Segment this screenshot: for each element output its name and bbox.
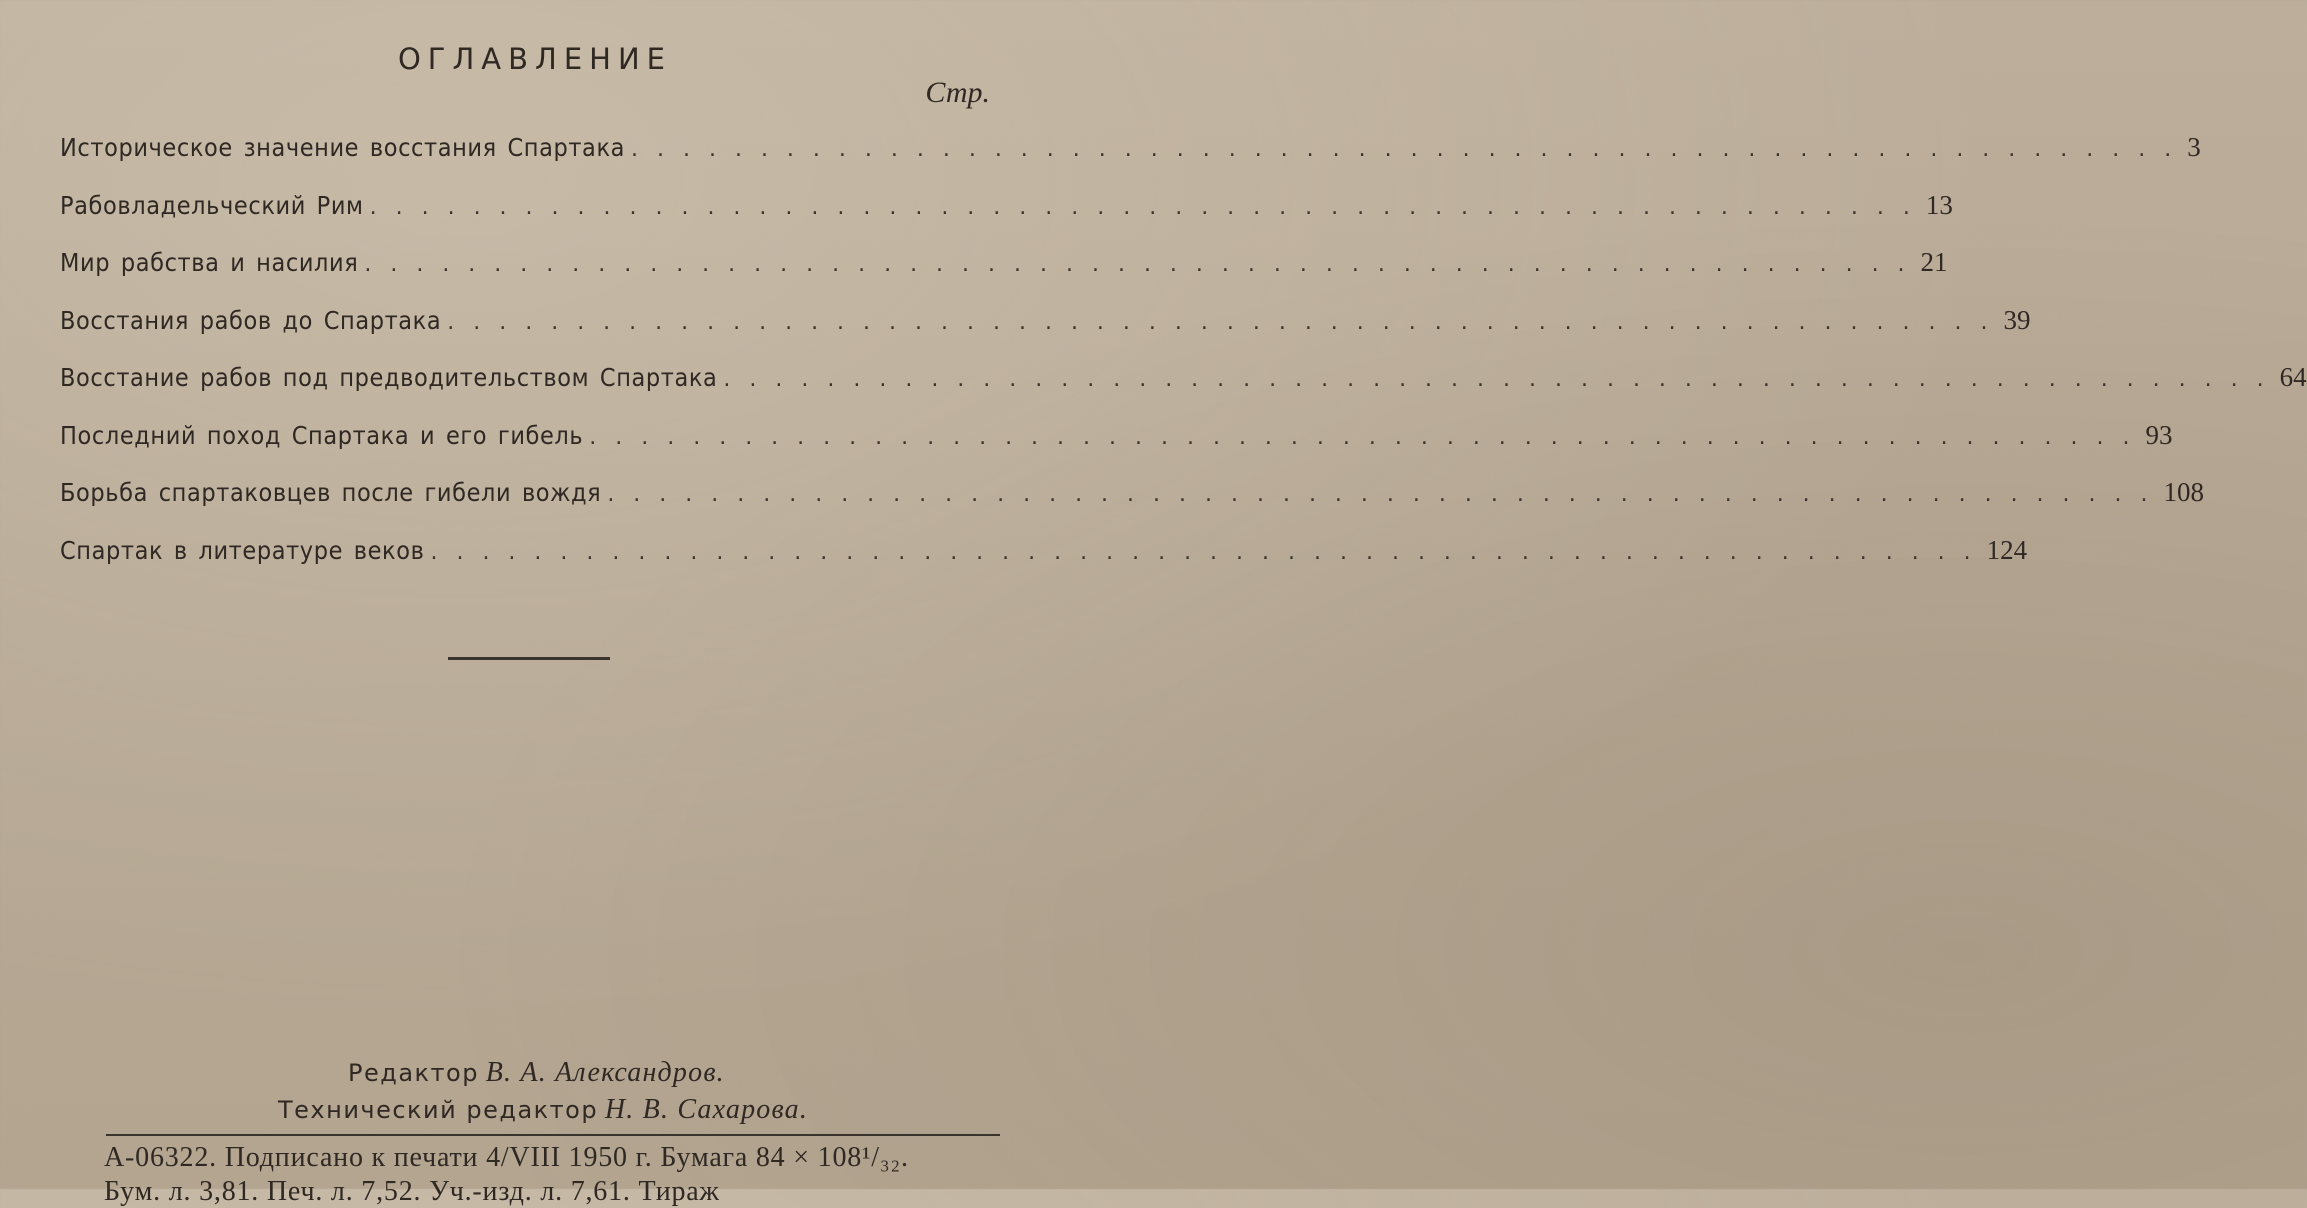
dot-leader: . . . . . . . . . . . . . . . . . . . . . . . . . . . . . . . . . . . . . . . . . . . . . . . . . . . . . . . . . . . . bbox=[607, 482, 2154, 507]
dot-leader: . . . . . . . . . . . . . . . . . . . . . . . . . . . . . . . . . . . . . . . . . . . . . . . . . . . . . . . . . . . . bbox=[369, 194, 1916, 220]
tech-editor-credit bbox=[278, 1094, 808, 1126]
dot-leader: . . . . . . . . . . . . . . . . . . . . . . . . . . . . . . . . . . . . . . . . . . . . . . . . . . . . . . . . . . . . bbox=[430, 539, 1977, 565]
toc-entry-title: Борьба спартаковцев после гибели вождя bbox=[60, 478, 602, 507]
editor-credit bbox=[348, 1057, 725, 1089]
page-title: ОГЛАВЛЕНИЕ bbox=[397, 42, 672, 76]
section-divider bbox=[448, 657, 610, 660]
toc-entry-page: 64 bbox=[2279, 362, 2307, 392]
toc-entry-title: Рабовладельческий Рим bbox=[60, 190, 364, 220]
toc-entry-page: 3 bbox=[2187, 132, 2201, 162]
tech-editor-label: Технический редактор bbox=[278, 1096, 599, 1124]
imprint-line-partial: Бум. л. 3,81. Печ. л. 7,52. Уч.-изд. л. 7,61. Тираж bbox=[104, 1176, 720, 1207]
toc-entry[interactable] bbox=[60, 304, 2031, 363]
tech-editor-name: Н. В. Сахарова. bbox=[604, 1094, 809, 1125]
dot-leader: . . . . . . . . . . . . . . . . . . . . . . . . . . . . . . . . . . . . . . . . . . . . . . . . . . . . . . . . . . . . bbox=[631, 137, 2178, 162]
toc-entry[interactable] bbox=[60, 362, 2307, 420]
imprint-rule bbox=[106, 1134, 1000, 1136]
dot-leader: . . . . . . . . . . . . . . . . . . . . . . . . . . . . . . . . . . . . . . . . . . . . . . . . . . . . . . . . . . . . bbox=[447, 309, 1994, 335]
toc-entry[interactable] bbox=[60, 534, 2028, 593]
page-column-label: Стр. bbox=[925, 76, 990, 109]
toc-entry-page: 108 bbox=[2163, 477, 2204, 507]
imprint-line-cut bbox=[104, 1176, 1000, 1207]
toc-entry-page: 21 bbox=[1920, 247, 1948, 277]
toc-entry-title: Историческое значение восстания Спартака bbox=[60, 133, 626, 162]
toc-entry-title: Мир рабства и насилия bbox=[60, 248, 359, 277]
dot-leader: . . . . . . . . . . . . . . . . . . . . . . . . . . . . . . . . . . . . . . . . . . . . . . . . . . . . . . . . . . . . bbox=[589, 424, 2136, 450]
toc-entry-page: 39 bbox=[2003, 304, 2031, 335]
table-of-contents bbox=[60, 132, 2307, 592]
toc-entry-page: 13 bbox=[1925, 189, 1953, 220]
toc-entry[interactable] bbox=[60, 189, 1953, 248]
dot-leader: . . . . . . . . . . . . . . . . . . . . . . . . . . . . . . . . . . . . . . . . . . . . . . . . . . . . . . . . . . . . bbox=[364, 252, 1911, 277]
toc-entry-title: Последний поход Спартака и его гибель bbox=[60, 420, 584, 450]
toc-entry-title: Спартак в литературе веков bbox=[60, 535, 425, 565]
editor-label: Редактор bbox=[348, 1059, 479, 1087]
toc-entry[interactable] bbox=[60, 477, 2204, 535]
toc-entry[interactable] bbox=[60, 247, 1948, 305]
toc-entry[interactable] bbox=[60, 132, 2201, 190]
toc-entry-title: Восстание рабов под предводительством Спартака bbox=[60, 363, 718, 392]
toc-entry-page: 93 bbox=[2145, 419, 2173, 450]
editor-name: В. А. Александров. bbox=[485, 1057, 725, 1088]
imprint-line: А-06322. Подписано к печати 4/VIII 1950 г. Бумага 84 × 108¹/₃₂. bbox=[104, 1142, 909, 1173]
toc-entry-page: 124 bbox=[1986, 534, 2028, 565]
dot-leader: . . . . . . . . . . . . . . . . . . . . . . . . . . . . . . . . . . . . . . . . . . . . . . . . . . . . . . . . . . . . bbox=[723, 367, 2270, 392]
toc-entry-title: Восстания рабов до Спартака bbox=[60, 305, 442, 335]
toc-entry[interactable] bbox=[60, 419, 2173, 478]
